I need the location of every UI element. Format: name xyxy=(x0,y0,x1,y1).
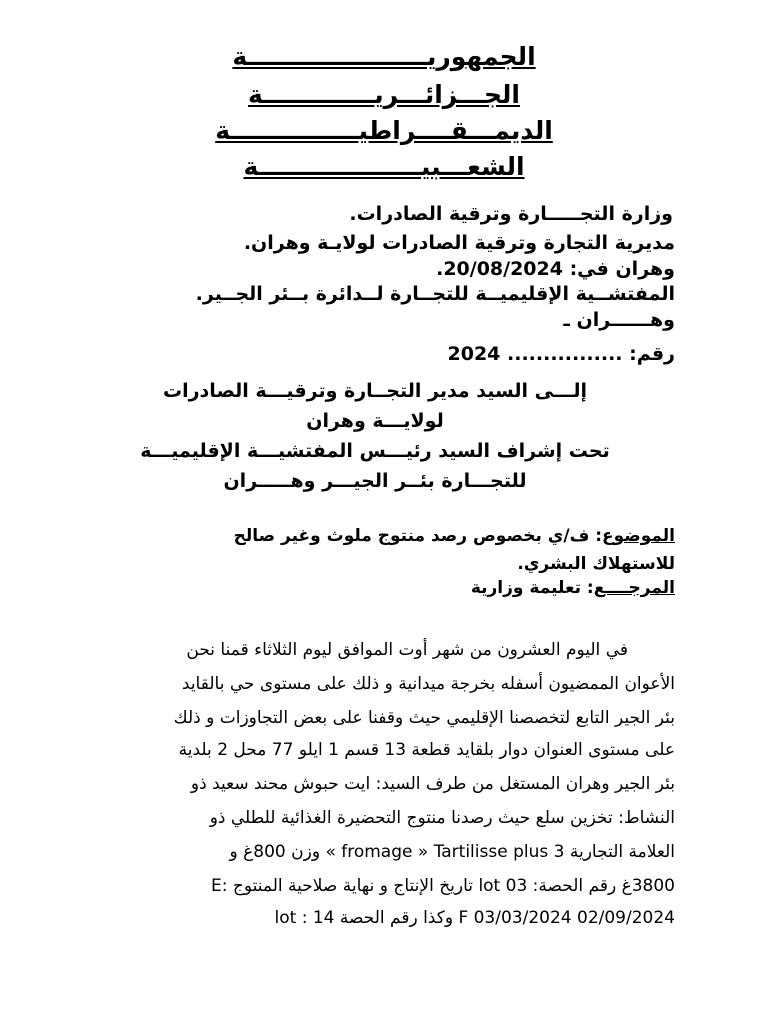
subject-text: : ف/ي بخصوص رصد منتوج ملوث وغير صالح xyxy=(233,526,603,546)
body-line-7: العلامة التجارية 3 fromage » Tartilisse plus » وزن 800غ و xyxy=(229,842,675,862)
directorate-line: مديرية التجارة وترقية الصادرات لولايـة وهران. xyxy=(243,232,675,254)
subject-label: الموضوع xyxy=(602,526,675,546)
inspection-line: المفتشــية الإقليميــة للتجــارة لــدائرة بــئر الجــير. xyxy=(195,283,675,305)
ministry-line: وزارة التجـــــارة وترقية الصادرات. xyxy=(349,203,673,225)
title-line-4: الشعـــبيـــــــــــــــــــة xyxy=(243,152,525,181)
body-line-2: الأعوان الممضيون أسفله بخرجة ميدانية و ذلك على مستوى حي بالقايد xyxy=(181,674,675,694)
body-line-1: في اليوم العشرون من شهر أوت الموافق ليوم الثلاثاء قمنا نحن xyxy=(186,640,628,660)
reference-text: : تعليمة وزارية xyxy=(470,578,594,598)
body-line-6: النشاط: تخزين سلع حيث رصدنا منتوج التحضيرة الغذائية للطلي ذو xyxy=(209,808,675,828)
body-line-4: على مستوى العنوان دوار بلقايد قطعة 13 قسم 1 ايلو 77 محل 2 بلدية xyxy=(178,740,675,760)
subject-text-2: للاستهلاك البشري. xyxy=(517,554,675,574)
body-line-9: F 03/03/2024 02/09/2024 وكذا رقم الحصة 14 : lot xyxy=(274,908,675,928)
date-line: وهران في: 20/08/2024. xyxy=(436,258,675,280)
addressee-line-3: تحت إشراف السيد رئيـــس المفتشيـــة الإقليميـــة xyxy=(140,440,610,462)
city-line: وهــــــران ـ xyxy=(563,309,675,331)
reference-label: المرجــــع xyxy=(593,578,675,598)
body-line-3: بئر الجير التابع لتخصصنا الإقليمي حيث وقفنا على بعض التجاوزات و ذلك xyxy=(173,708,675,728)
reference-line xyxy=(471,578,675,598)
subject-line-2 xyxy=(517,554,675,574)
addressee-line-2: لولايـــة وهران xyxy=(306,410,444,432)
title-line-3: الديمـــقــــراطيـــــــــــــــة xyxy=(215,116,553,145)
title-line-2: الجـــزائـــريـــــــــــــة xyxy=(248,80,520,109)
body-line-5: بئر الجير وهران المستغل من طرف السيد: ايت حبوش محند سعيد ذو xyxy=(190,774,675,794)
body-line-8: 3800غ رقم الحصة: lot 03 تاريخ الإنتاج و نهاية صلاحية المنتوج :E xyxy=(210,876,675,896)
title-line-1: الجمهوريـــــــــــــــــــــة xyxy=(232,42,536,71)
addressee-line-4: للتجـــارة بئــر الجيـــر وهـــــران xyxy=(223,470,527,492)
addressee-line-1: إلـــى السيد مدير التجــارة وترقيـــة الصادرات xyxy=(163,380,587,402)
subject-line xyxy=(234,526,675,546)
reference-number: رقم: ................ 2024 xyxy=(447,343,675,365)
